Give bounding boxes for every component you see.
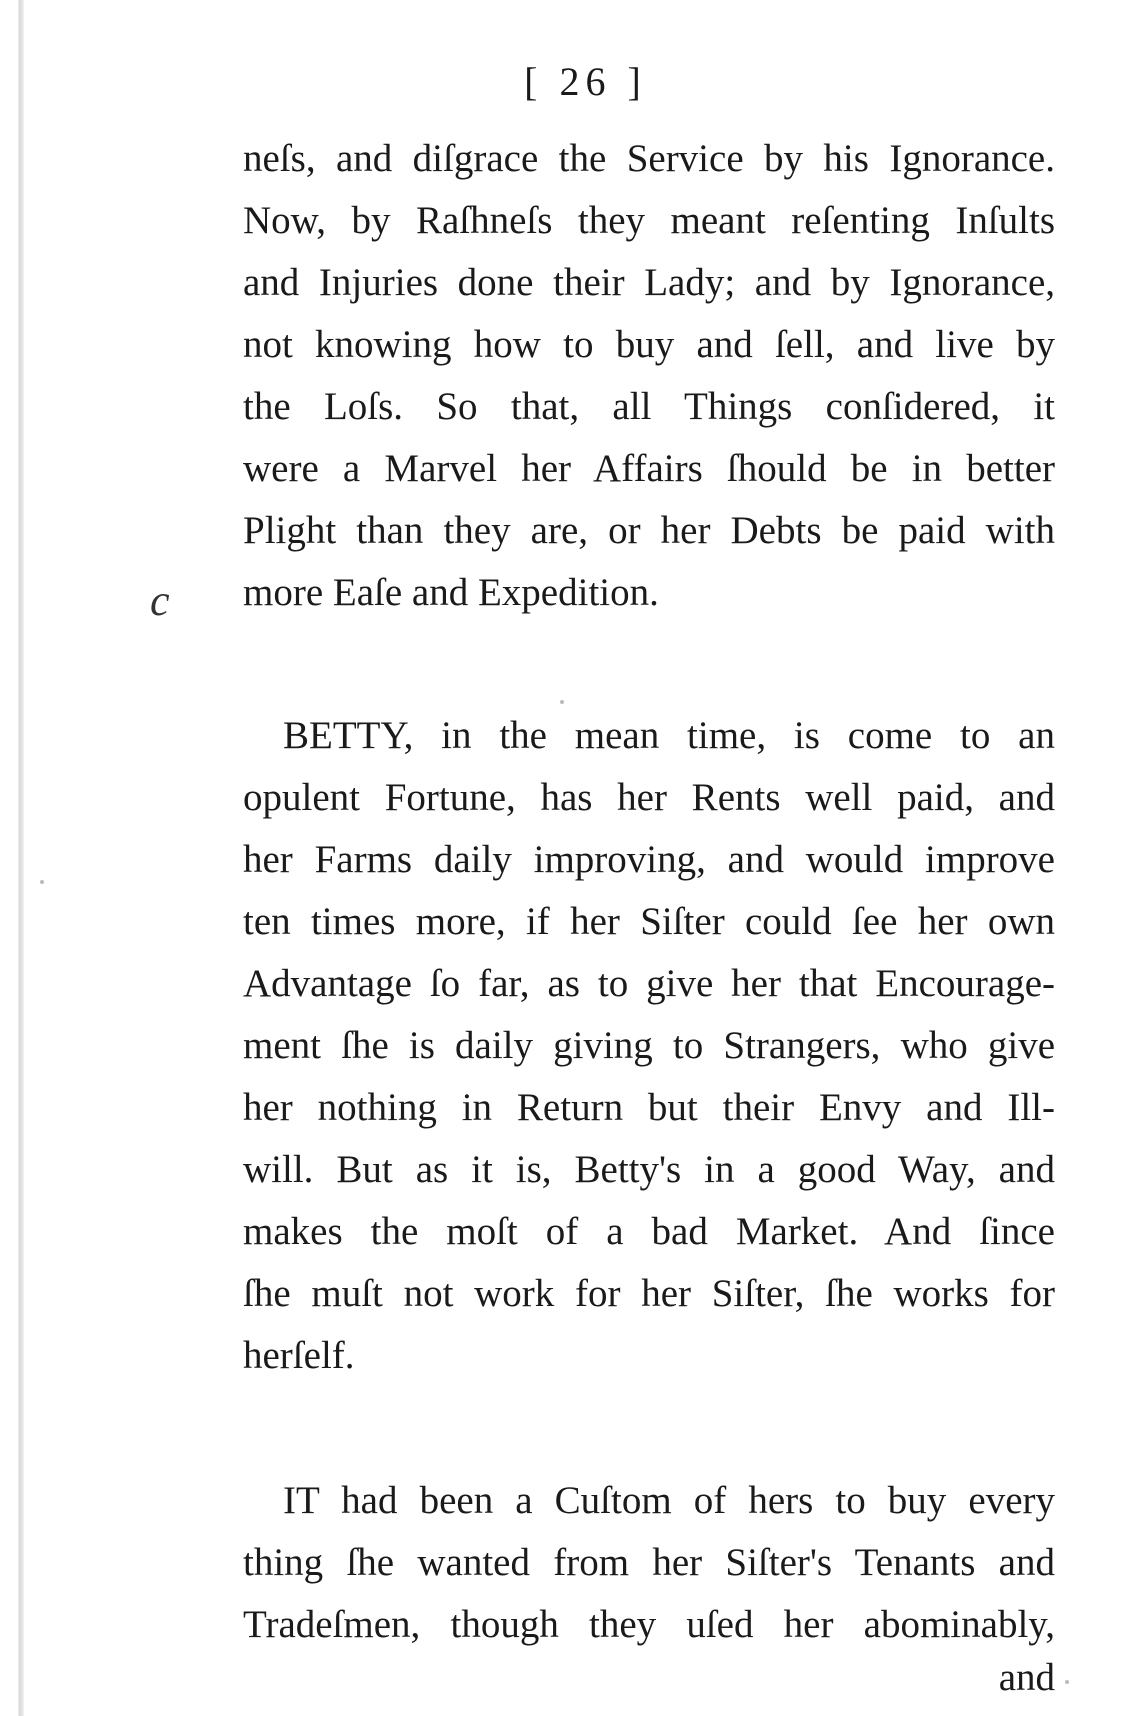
text-line: her nothing in Return but their Envy and Ill-	[243, 1086, 1055, 1129]
text-line: thing ſhe wanted from her Siſter's Tenants and	[243, 1541, 1055, 1584]
text-line: IT had been a Cuſtom of hers to buy every	[283, 1479, 1055, 1522]
text-line: makes the moſt of a bad Market. And ſince	[243, 1210, 1055, 1253]
text-line: BETTY, in the mean time, is come to an	[283, 714, 1055, 757]
paragraph-2	[243, 705, 1055, 1387]
text-line: were a Marvel her Affairs ſhould be in better	[243, 447, 1055, 490]
page-binding-edge	[18, 0, 24, 1716]
paper-speck	[1065, 1680, 1069, 1684]
text-line: ſhe muſt not work for her Siſter, ſhe works for	[243, 1272, 1055, 1315]
page-number: [ 26 ]	[524, 59, 647, 104]
text-line: neſs, and diſgrace the Service by his Ignorance.	[243, 137, 1055, 180]
paragraph-3	[243, 1470, 1055, 1656]
text-line: herſelf.	[243, 1334, 355, 1377]
text-line: the Loſs. So that, all Things conſidered, it	[243, 385, 1055, 428]
text-line: not knowing how to buy and ſell, and live by	[243, 323, 1055, 366]
text-line: will. But as it is, Betty's in a good Way, and	[243, 1148, 1055, 1191]
text-line: Now, by Raſhneſs they meant reſenting Inſults	[243, 199, 1055, 242]
text-line: more Eaſe and Expedition.	[243, 571, 659, 614]
margin-handwritten-mark: c	[150, 576, 170, 625]
text-line: her Farms daily improving, and would improve	[243, 838, 1055, 881]
paragraph-1	[243, 128, 1055, 624]
text-line: opulent Fortune, has her Rents well paid, and	[243, 776, 1055, 819]
text-line: Advantage ſo far, as to give her that Encourage-	[243, 962, 1055, 1005]
text-line: ten times more, if her Siſter could ſee her own	[243, 900, 1055, 943]
text-line: Plight than they are, or her Debts be paid with	[243, 509, 1055, 552]
paper-speck	[40, 880, 44, 884]
paper-speck	[560, 700, 564, 704]
text-line: Tradeſmen, though they uſed her abominably,	[243, 1603, 1055, 1646]
text-line: and Injuries done their Lady; and by Ignorance,	[243, 261, 1055, 304]
catchword: and	[998, 1656, 1055, 1699]
text-line: ment ſhe is daily giving to Strangers, who give	[243, 1024, 1055, 1067]
